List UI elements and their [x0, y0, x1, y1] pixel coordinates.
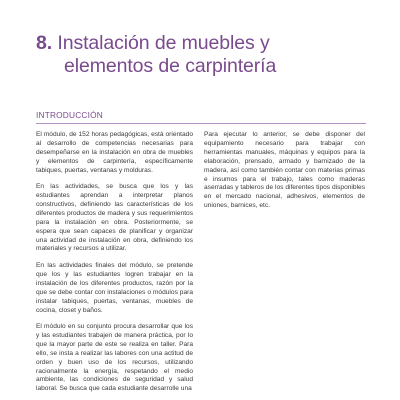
left-column — [36, 131, 193, 400]
paragraph: En las actividades finales del módulo, se pretende que los y las estudiantes logren trabajar en la instalación de los diferentes productos, razón por la que se debe contar con instalaciones o módulos para instalar tabiques, puertas, ventanas, muebles de cocina, closet y baños. — [36, 261, 193, 314]
right-column — [204, 131, 365, 219]
section-heading: INTRODUCCIÓN — [36, 110, 103, 120]
section-divider — [36, 123, 366, 124]
paragraph: El módulo en su conjunto procura desarrollar que los y las estudiantes trabajen de manera práctica, por lo que la mayor parte de este se realiza en taller. Para ello, se insta a realizar las labores con una actitud de orden y buen uso de los recursos, utilizando racionalmente la energía, respetando el medio ambiente, las condiciones de seguridad y salud laboral. Se busca que cada estudiante desarrolle una — [36, 323, 193, 393]
chapter-title-line2: elementos de carpintería — [64, 55, 277, 77]
chapter-number: 8. — [36, 32, 53, 54]
paragraph: El módulo, de 152 horas pedagógicas, está orientado al desarrollo de competencias necesarias para desempeñarse en la instalación en obra de muebles y elementos de carpintería, específicamente tabiques, puertas, ventanas y molduras. — [36, 131, 193, 174]
paragraph: Para ejecutar lo anterior, se debe disponer del equipamiento necesario para trabajar con herramientas manuales, máquinas y equipos para la elaboración, prensado, armado y barnizado de la madera, así como también contar con materias primas e insumos para el trabajo, tales como maderas aserradas y tableros de los diferentes tipos disponibles en el mercado nacional, adhesivos, elementos de uniones, barnices, etc. — [204, 131, 365, 210]
chapter-title-line1: Instalación de muebles y — [57, 32, 270, 54]
paragraph: En las actividades, se busca que los y las estudiantes aprendan a interpretar planos constructivos, definiendo las características de los diferentes productos de madera y sus requerimientos para la instalación en obra. Posteriormente, se espera que sean capaces de planificar y organizar una actividad de instalación en obra, definiendo los materiales y recursos a utilizar. — [36, 183, 193, 253]
chapter-title — [36, 32, 376, 78]
